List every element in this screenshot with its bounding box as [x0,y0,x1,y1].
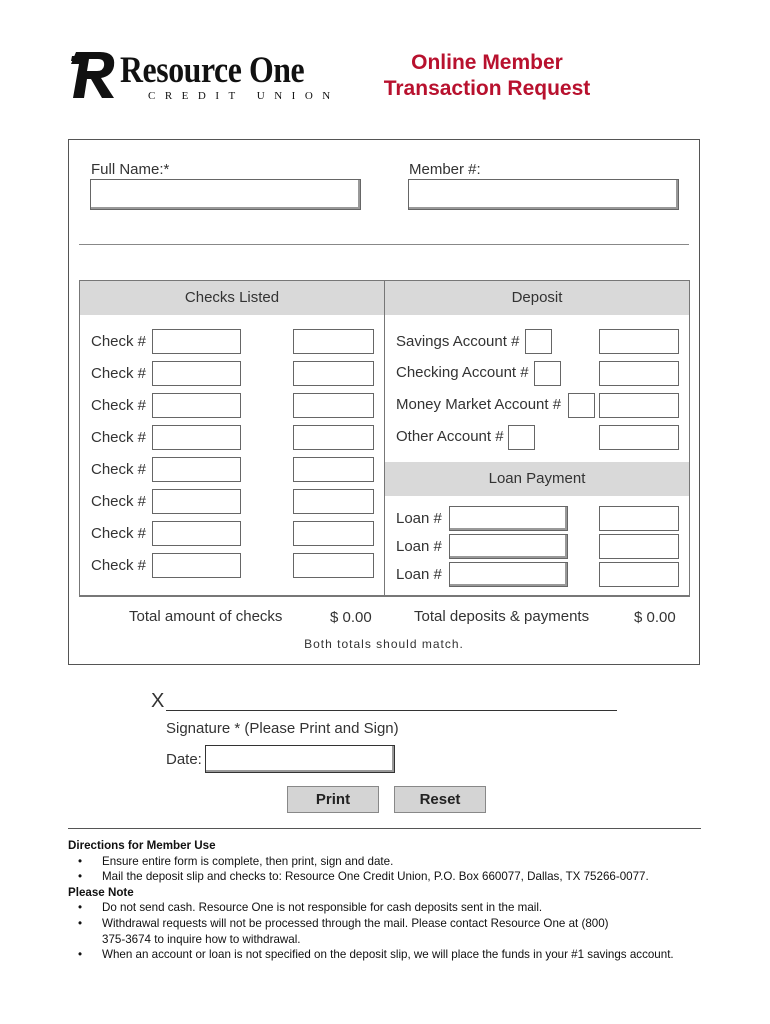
title-line-1: Online Member [411,51,563,74]
savings-account-label: Savings Account # [396,333,520,350]
check-number-input[interactable] [152,553,241,578]
check-amount-input[interactable] [293,361,374,386]
column-divider [384,280,385,596]
money-market-label: Money Market Account # [396,396,562,413]
divider [79,244,689,245]
check-number-input[interactable] [152,457,241,482]
check-label: Check # [91,461,147,478]
note-item: • Do not send cash. Resource One is not responsible for cash deposits sent in the mail. [102,900,708,916]
checks-total-label: Total amount of checks [129,608,283,625]
checking-account-suffix-input[interactable] [534,361,561,386]
member-number-label: Member #: [409,161,481,178]
other-account-suffix-input[interactable] [508,425,535,450]
note-item: • When an account or loan is not specified on the deposit slip, we will place the funds in your #1 savings account. [102,947,682,963]
other-account-label: Other Account # [396,428,504,445]
signature-line[interactable] [166,710,617,711]
check-amount-input[interactable] [293,329,374,354]
logo-r-mark [70,48,120,100]
check-amount-input[interactable] [293,553,374,578]
loan-label: Loan # [396,538,442,555]
logo-subtitle: CREDIT UNION [148,90,340,102]
signature-label: Signature * (Please Print and Sign) [166,720,399,737]
loan-amount-input[interactable] [599,562,679,587]
deposits-total-value: $ 0.00 [634,609,676,626]
full-name-input[interactable] [90,179,361,210]
loan-number-input[interactable] [449,534,568,559]
directions-divider [68,828,701,829]
savings-account-suffix-input[interactable] [525,329,552,354]
loan-label: Loan # [396,510,442,527]
check-label: Check # [91,525,147,542]
checking-account-label: Checking Account # [396,364,529,381]
loan-label: Loan # [396,566,442,583]
check-number-input[interactable] [152,521,241,546]
check-number-input[interactable] [152,361,241,386]
page-title [352,50,622,102]
loan-number-input[interactable] [449,506,568,531]
money-market-suffix-input[interactable] [568,393,595,418]
logo-text: Resource One [120,50,305,91]
check-amount-input[interactable] [293,457,374,482]
totals-match-note: Both totals should match. [304,637,464,651]
loan-amount-input[interactable] [599,534,679,559]
check-amount-input[interactable] [293,521,374,546]
check-label: Check # [91,365,147,382]
direction-item: • Ensure entire form is complete, then print, sign and date. [102,854,708,870]
check-amount-input[interactable] [293,425,374,450]
check-amount-input[interactable] [293,489,374,514]
note-heading: Please Note [68,885,134,899]
loan-amount-input[interactable] [599,506,679,531]
note-item: • Withdrawal requests will not be processed through the mail. Please contact Resource One at (800) 375-3674 to inquire how to withdrawal. [102,916,622,947]
check-label: Check # [91,429,147,446]
totals-divider [79,596,690,597]
reset-button[interactable]: Reset [394,786,486,813]
check-amount-input[interactable] [293,393,374,418]
check-label: Check # [91,557,147,574]
checks-total-value: $ 0.00 [330,609,372,626]
member-number-input[interactable] [408,179,679,210]
check-number-input[interactable] [152,489,241,514]
checking-amount-input[interactable] [599,361,679,386]
loan-number-input[interactable] [449,562,568,587]
check-label: Check # [91,333,147,350]
deposits-total-label: Total deposits & payments [414,608,590,625]
other-amount-input[interactable] [599,425,679,450]
signature-x-mark: X [151,690,165,712]
directions-section [68,838,708,963]
full-name-label: Full Name:* [91,161,170,178]
money-market-amount-input[interactable] [599,393,679,418]
direction-item: • Mail the deposit slip and checks to: Resource One Credit Union, P.O. Box 660077, Dallas, TX 75266-0077. [102,869,708,885]
check-number-input[interactable] [152,393,241,418]
check-label: Check # [91,493,147,510]
print-button[interactable]: Print [287,786,379,813]
date-input[interactable] [205,745,395,773]
loan-payment-header: Loan Payment [385,462,689,496]
checks-header: Checks Listed [80,281,384,315]
check-number-input[interactable] [152,425,241,450]
directions-heading: Directions for Member Use [68,839,216,852]
date-label: Date: [166,751,202,768]
savings-amount-input[interactable] [599,329,679,354]
deposit-header: Deposit [385,281,689,315]
check-label: Check # [91,397,147,414]
check-number-input[interactable] [152,329,241,354]
title-line-2: Transaction Request [383,77,591,100]
